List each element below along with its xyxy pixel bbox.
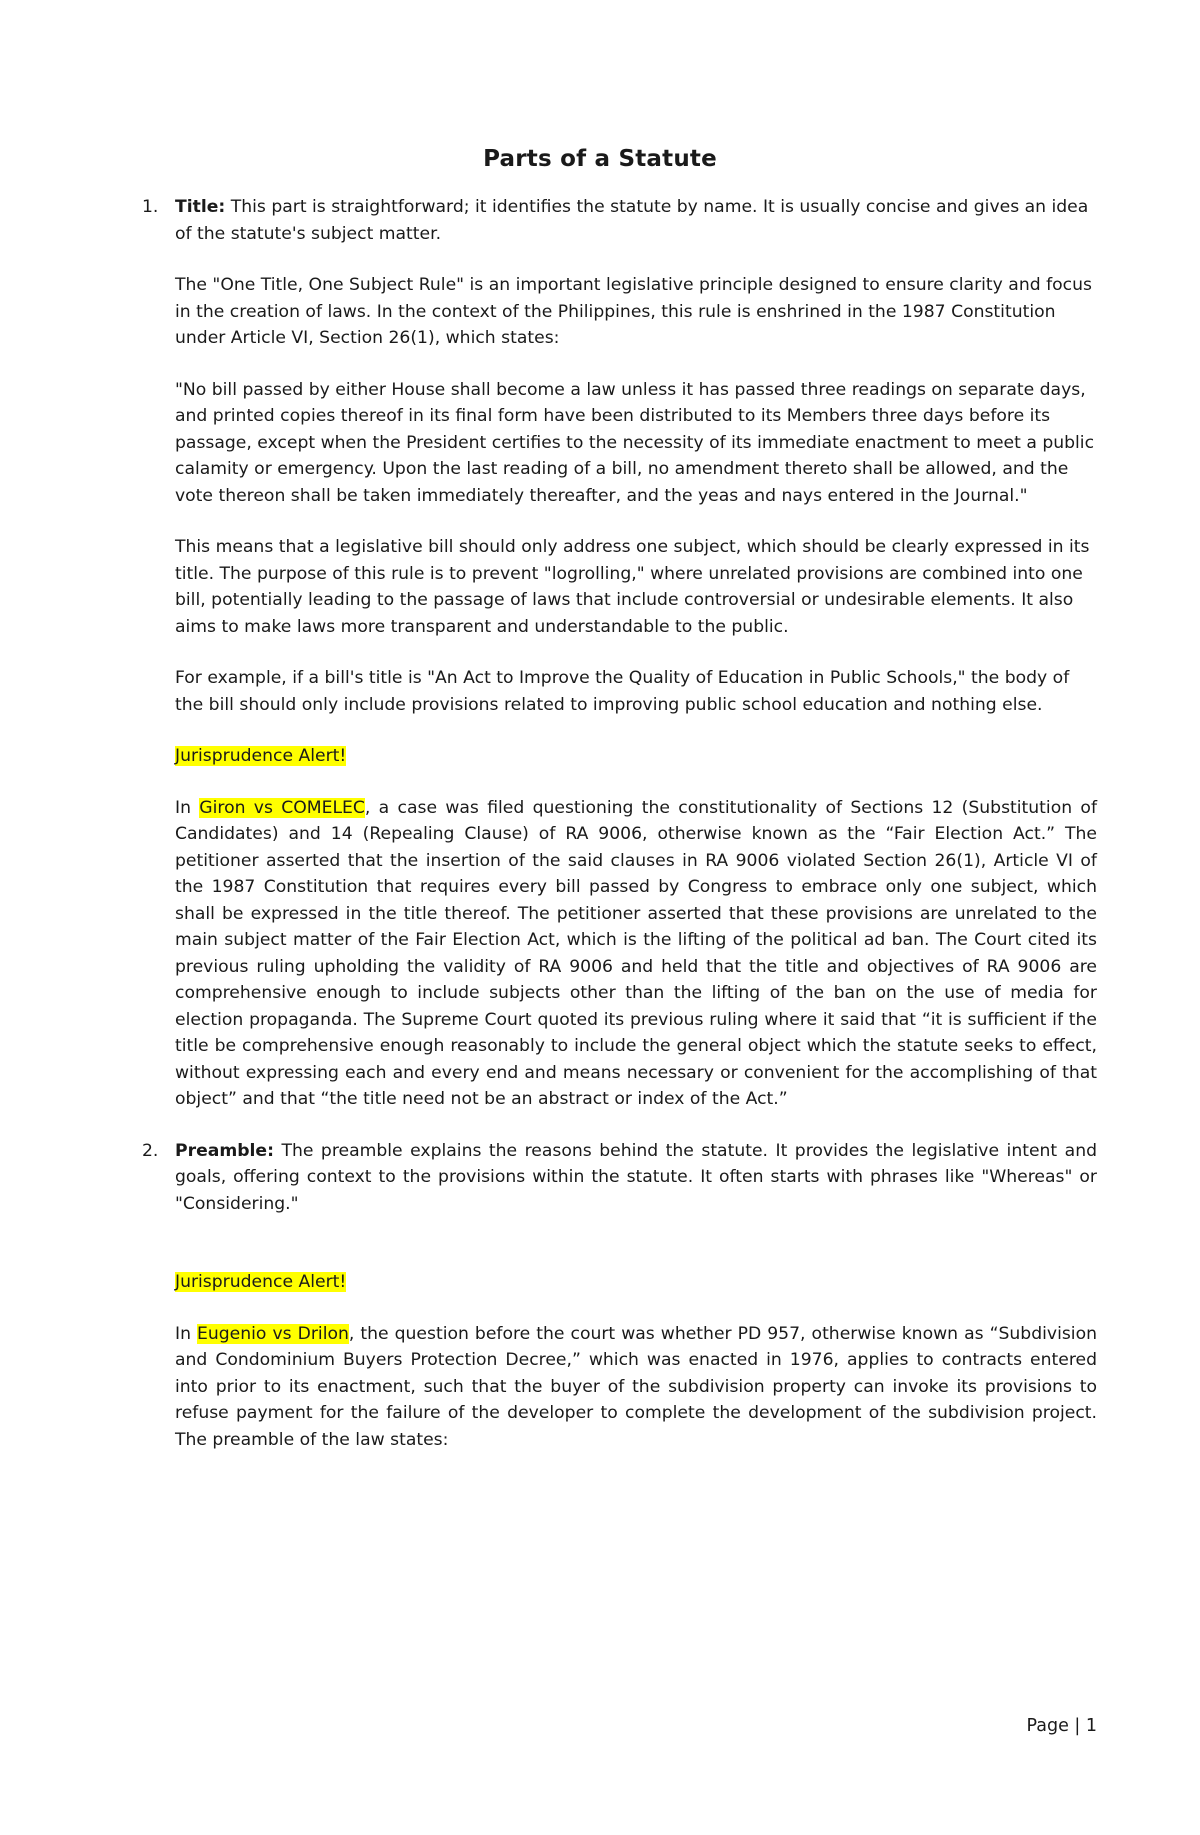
preamble-intro [175,1138,1097,1218]
case-paragraph-giron [175,795,1097,1113]
alert-highlight: Jurisprudence Alert! [175,1272,347,1292]
constitution-quote: "No bill passed by either House shall become a law unless it has passed three readings on separate days, and printed copies thereof in its final form have been distributed to its Members three days before its passage, except when the President certifies to the necessity of its immediate enactment to meet a public calamity or emergency. Upon the last reading of a bill, no amendment thereto shall be allowed, and the vote thereon shall be taken immediately thereafter, and the yeas and nays entered in the Journal." [175,379,1095,506]
case-text: , a case was filed questioning the constitutionality of Sections 12 (Substitution of Candidates) and 14 (Repealing Clause) of RA 9006, otherwise known as the “Fair Election Act.” The petitioner asserted that the insertion of the said clauses in RA 9006 violated Section 26(1), Article VI of the 1987 Constitution that requires every bill passed by Congress to embrace only one subject, which shall be expressed in the title thereof. The petitioner asserted that these provisions are unrelated to the main subject matter of the Fair Election Act, which is the lifting of the political ad ban. The Court cited its previous ruling upholding the validity of RA 9006 and held that the title and objectives of RA 9006 are comprehensive enough to include subjects other than the lifting of the ban on the use of media for election propaganda. The Supreme Court quoted its previous ruling where it said that “it is sufficient if the title be comprehensive enough reasonably to include the general object which the statute seeks to effect, without expressing each and every end and means necessary or convenient for the accomplishing of that object” and that “the title need not be an abstract or index of the Act.” [175,797,1097,1109]
term-label: Title: [175,197,226,217]
preamble-intro-text: The preamble explains the reasons behind the statute. It provides the legislative intent and goals, offering context to the provisions within the statute. It often starts with phrases like "Whereas" or "Considering." [175,1140,1097,1214]
example-paragraph: For example, if a bill's title is "An Act to Improve the Quality of Education in Public Schools," the body of the bill should only include provisions related to improving public school education and nothing else. [175,668,1070,715]
alert-highlight: Jurisprudence Alert! [175,746,347,766]
case-prefix: In [175,797,200,818]
list-item-title [142,194,1097,1113]
case-name-highlight: Eugenio vs Drilon [197,1323,349,1344]
case-name-highlight: Giron vs COMELEC [199,797,365,818]
list-number: 1. [142,197,159,217]
rule-paragraph: The "One Title, One Subject Rule" is an important legislative principle designed to ensure clarity and focus in the creation of laws. In the context of the Philippines, this rule is enshrined in the 1987 Constitution under Article VI, Section 26(1), which states: [175,275,1092,348]
jurisprudence-alert-heading [175,1269,1097,1296]
case-prefix: In [175,1323,197,1344]
list-item-preamble [142,1138,1097,1454]
document-body [142,194,1097,1453]
meaning-paragraph: This means that a legislative bill should only address one subject, which should be clearly expressed in its title. The purpose of this rule is to prevent "logrolling," where unrelated provisions are combined into one bill, potentially leading to the passage of laws that include controversial or undesirable elements. It also aims to make laws more transparent and understandable to the public. [175,537,1090,637]
page-title: Parts of a Statute [483,146,717,172]
case-text: , the question before the court was whether PD 957, otherwise known as “Subdivision and Condominium Buyers Protection Decree,” which was enacted in 1976, applies to contracts entered into prior to its enactment, such that the buyer of the subdivision property can invoke its provisions to refuse payment for the failure of the developer to complete the development of the subdivision project. The preamble of the law states: [175,1323,1097,1450]
jurisprudence-alert-heading [175,743,1097,770]
list-number: 2. [142,1140,159,1161]
page-footer: Page | 1 [1026,1716,1097,1736]
term-label: Preamble: [175,1140,274,1161]
case-paragraph-eugenio [175,1321,1097,1454]
title-intro-text: This part is straightforward; it identifies the statute by name. It is usually concise and gives an idea of the statute's subject matter. [175,197,1089,244]
title-intro [175,194,1097,247]
